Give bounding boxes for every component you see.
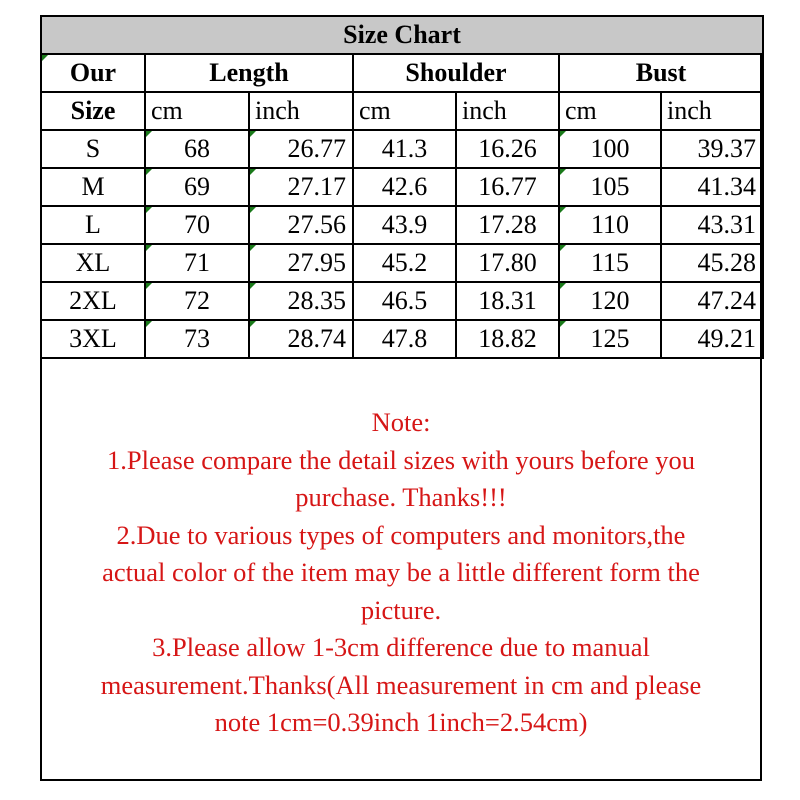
- length-cm-unit: cm: [145, 92, 249, 130]
- table-row: [41, 130, 763, 168]
- length-cm-cell: 73: [145, 320, 249, 358]
- note-line: actual color of the item may be a little different form the: [102, 557, 700, 587]
- shoulder-inch-cell: 18.82: [456, 320, 559, 358]
- length-inch-cell: 27.95: [249, 244, 353, 282]
- table-title: Size Chart: [41, 16, 763, 54]
- size-cell: S: [41, 130, 145, 168]
- note-line: picture.: [360, 594, 442, 625]
- length-cm-cell: 69: [145, 168, 249, 206]
- note-line: 2.Due to various types of computers and monitors,the: [116, 519, 686, 550]
- shoulder-cm-cell: 45.2: [353, 244, 456, 282]
- shoulder-cm-unit: cm: [353, 92, 456, 130]
- length-header: Length: [145, 54, 353, 92]
- bust-cm-unit: cm: [559, 92, 661, 130]
- shoulder-inch-unit: inch: [456, 92, 559, 130]
- table-row: [41, 206, 763, 244]
- note-line: measurement.Thanks(All measurement in cm and please: [100, 669, 702, 700]
- bust-inch-cell: 47.24: [661, 282, 763, 320]
- note-line: 1.Please compare the detail sizes with yours before you: [107, 444, 695, 475]
- shoulder-cm-cell: 46.5: [353, 282, 456, 320]
- length-inch-cell: 28.74: [249, 320, 353, 358]
- note-block: [42, 404, 760, 742]
- shoulder-inch-cell: 16.77: [456, 168, 559, 206]
- size-cell: 2XL: [41, 282, 145, 320]
- shoulder-inch-cell: 18.31: [456, 282, 559, 320]
- shoulder-cm-cell: 41.3: [353, 130, 456, 168]
- size-cell: XL: [41, 244, 145, 282]
- shoulder-cm-cell: 42.6: [353, 168, 456, 206]
- title-row: [41, 16, 763, 54]
- size-cell: L: [41, 206, 145, 244]
- bust-cm-cell: 110: [559, 206, 661, 244]
- shoulder-inch-cell: 17.28: [456, 206, 559, 244]
- table-row: [41, 320, 763, 358]
- bust-cm-cell: 105: [559, 168, 661, 206]
- note-heading: Note:: [371, 407, 431, 437]
- note-line: purchase. Thanks!!!: [295, 482, 507, 512]
- bust-cm-cell: 125: [559, 320, 661, 358]
- bust-inch-cell: 45.28: [661, 244, 763, 282]
- shoulder-cm-cell: 43.9: [353, 206, 456, 244]
- shoulder-cm-cell: 47.8: [353, 320, 456, 358]
- table-row: [41, 244, 763, 282]
- size-header-bottom: Size: [41, 92, 145, 130]
- bust-header: Bust: [559, 54, 763, 92]
- size-chart-table: [40, 15, 764, 359]
- note-line: note 1cm=0.39inch 1inch=2.54cm): [214, 707, 588, 737]
- size-cell: M: [41, 168, 145, 206]
- bust-inch-cell: 43.31: [661, 206, 763, 244]
- note-line: 3.Please allow 1-3cm difference due to manual: [152, 632, 650, 662]
- length-cm-cell: 71: [145, 244, 249, 282]
- bust-inch-unit: inch: [661, 92, 763, 130]
- bust-inch-cell: 39.37: [661, 130, 763, 168]
- length-inch-cell: 27.56: [249, 206, 353, 244]
- header-row-units: [41, 92, 763, 130]
- size-cell: 3XL: [41, 320, 145, 358]
- table-row: [41, 282, 763, 320]
- shoulder-inch-cell: 17.80: [456, 244, 559, 282]
- length-cm-cell: 68: [145, 130, 249, 168]
- bust-inch-cell: 49.21: [661, 320, 763, 358]
- shoulder-inch-cell: 16.26: [456, 130, 559, 168]
- length-inch-cell: 28.35: [249, 282, 353, 320]
- length-inch-cell: 27.17: [249, 168, 353, 206]
- shoulder-header: Shoulder: [353, 54, 559, 92]
- length-cm-cell: 70: [145, 206, 249, 244]
- length-cm-cell: 72: [145, 282, 249, 320]
- bust-inch-cell: 41.34: [661, 168, 763, 206]
- bust-cm-cell: 115: [559, 244, 661, 282]
- length-inch-unit: inch: [249, 92, 353, 130]
- length-inch-cell: 26.77: [249, 130, 353, 168]
- header-row-groups: [41, 54, 763, 92]
- bust-cm-cell: 120: [559, 282, 661, 320]
- table-row: [41, 168, 763, 206]
- size-header-top: Our: [41, 54, 145, 92]
- bust-cm-cell: 100: [559, 130, 661, 168]
